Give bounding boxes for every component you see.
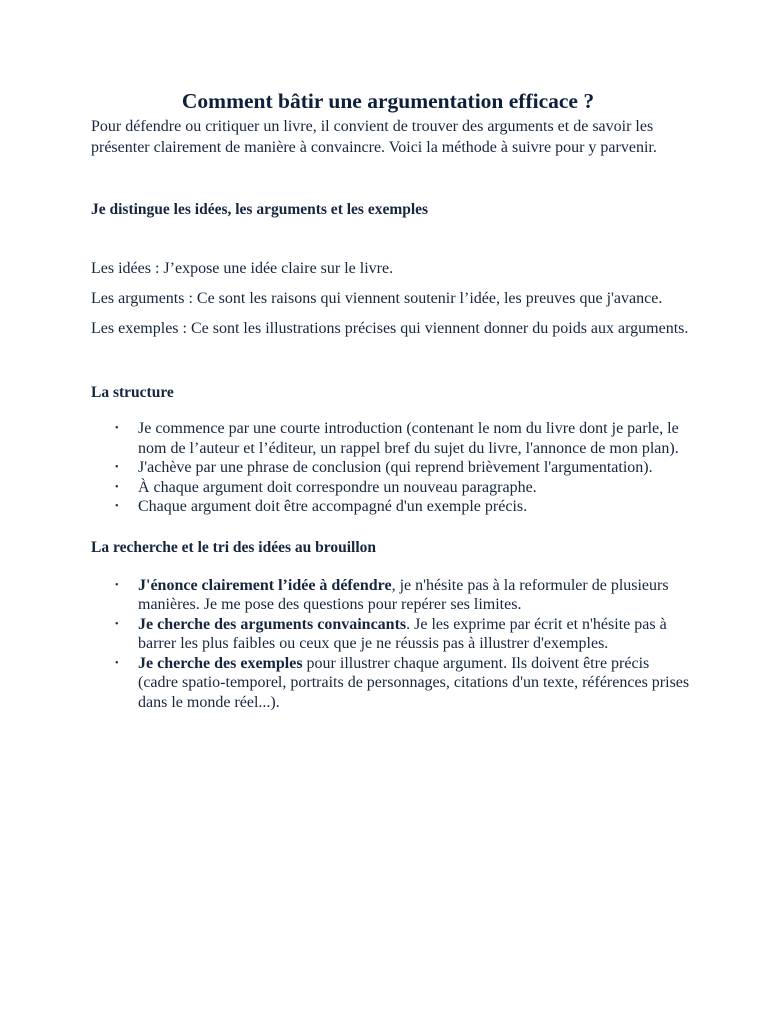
- page-title: Comment bâtir une argumentation efficace ?: [181, 89, 595, 113]
- item-bold-lead: Je cherche des exemples: [138, 654, 303, 672]
- section-heading-structure: La structure: [91, 384, 174, 401]
- bullet-icon: •: [115, 481, 119, 493]
- list-item: • Je cherche des arguments convaincants. Je les exprime par écrit et n'hésite pas à barrer les plus faibles ou ceux que je ne réussis pas à illustrer d'exemples.: [115, 615, 667, 652]
- document-page: [91, 86, 691, 712]
- section-heading-research: La recherche et le tri des idées au brouillon: [91, 538, 377, 556]
- list-item: • Je cherche des exemples pour illustrer chaque argument. Ils doivent être précis (cadre spatio-temporel, portraits de personnages, citations d'un texte, références prises dans le monde réel...).: [115, 654, 690, 711]
- paragraph-ideas: Les idées : J’expose une idée claire sur le livre.: [91, 260, 394, 277]
- bullet-icon: •: [115, 579, 119, 591]
- list-item: • Je commence par une courte introduction (contenant le nom du livre dont je parle, le nom de l’auteur et l’éditeur, un rappel bref du sujet du livre, l'annonce de mon plan).: [115, 420, 679, 457]
- paragraph-examples: Les exemples : Ce sont les illustrations précises qui viennent donner du poids aux arguments.: [91, 320, 689, 337]
- bullet-icon: •: [115, 501, 119, 512]
- bullet-icon: •: [115, 657, 119, 669]
- bullet-icon: •: [115, 423, 119, 434]
- research-list: [91, 576, 691, 713]
- list-item: • À chaque argument doit correspondre un nouveau paragraphe.: [115, 478, 537, 496]
- item-bold-lead: J'énonce clairement l’idée à défendre: [138, 576, 392, 594]
- structure-list: [91, 419, 691, 517]
- list-item: • J'énonce clairement l’idée à défendre, je n'hésite pas à la reformuler de plusieurs manières. Je me pose des questions pour repérer ses limites.: [115, 576, 669, 613]
- bullet-icon: •: [115, 462, 119, 473]
- section-heading-distinction: Je distingue les idées, les arguments et les exemples: [91, 201, 429, 218]
- bullet-icon: •: [115, 618, 119, 630]
- item-bold-lead: Je cherche des arguments convaincants: [138, 615, 407, 633]
- list-item: • Chaque argument doit être accompagné d'un exemple précis.: [115, 498, 528, 515]
- list-item: • J'achève par une phrase de conclusion (qui reprend brièvement l'argumentation).: [115, 459, 653, 476]
- intro-paragraph: Pour défendre ou critiquer un livre, il convient de trouver des arguments et de savoir les présenter clairement de manière à convaincre. Voici la méthode à suivre pour y parvenir.: [91, 118, 657, 156]
- paragraph-arguments: Les arguments : Ce sont les raisons qui viennent soutenir l’idée, les preuves que j'avance.: [91, 290, 663, 307]
